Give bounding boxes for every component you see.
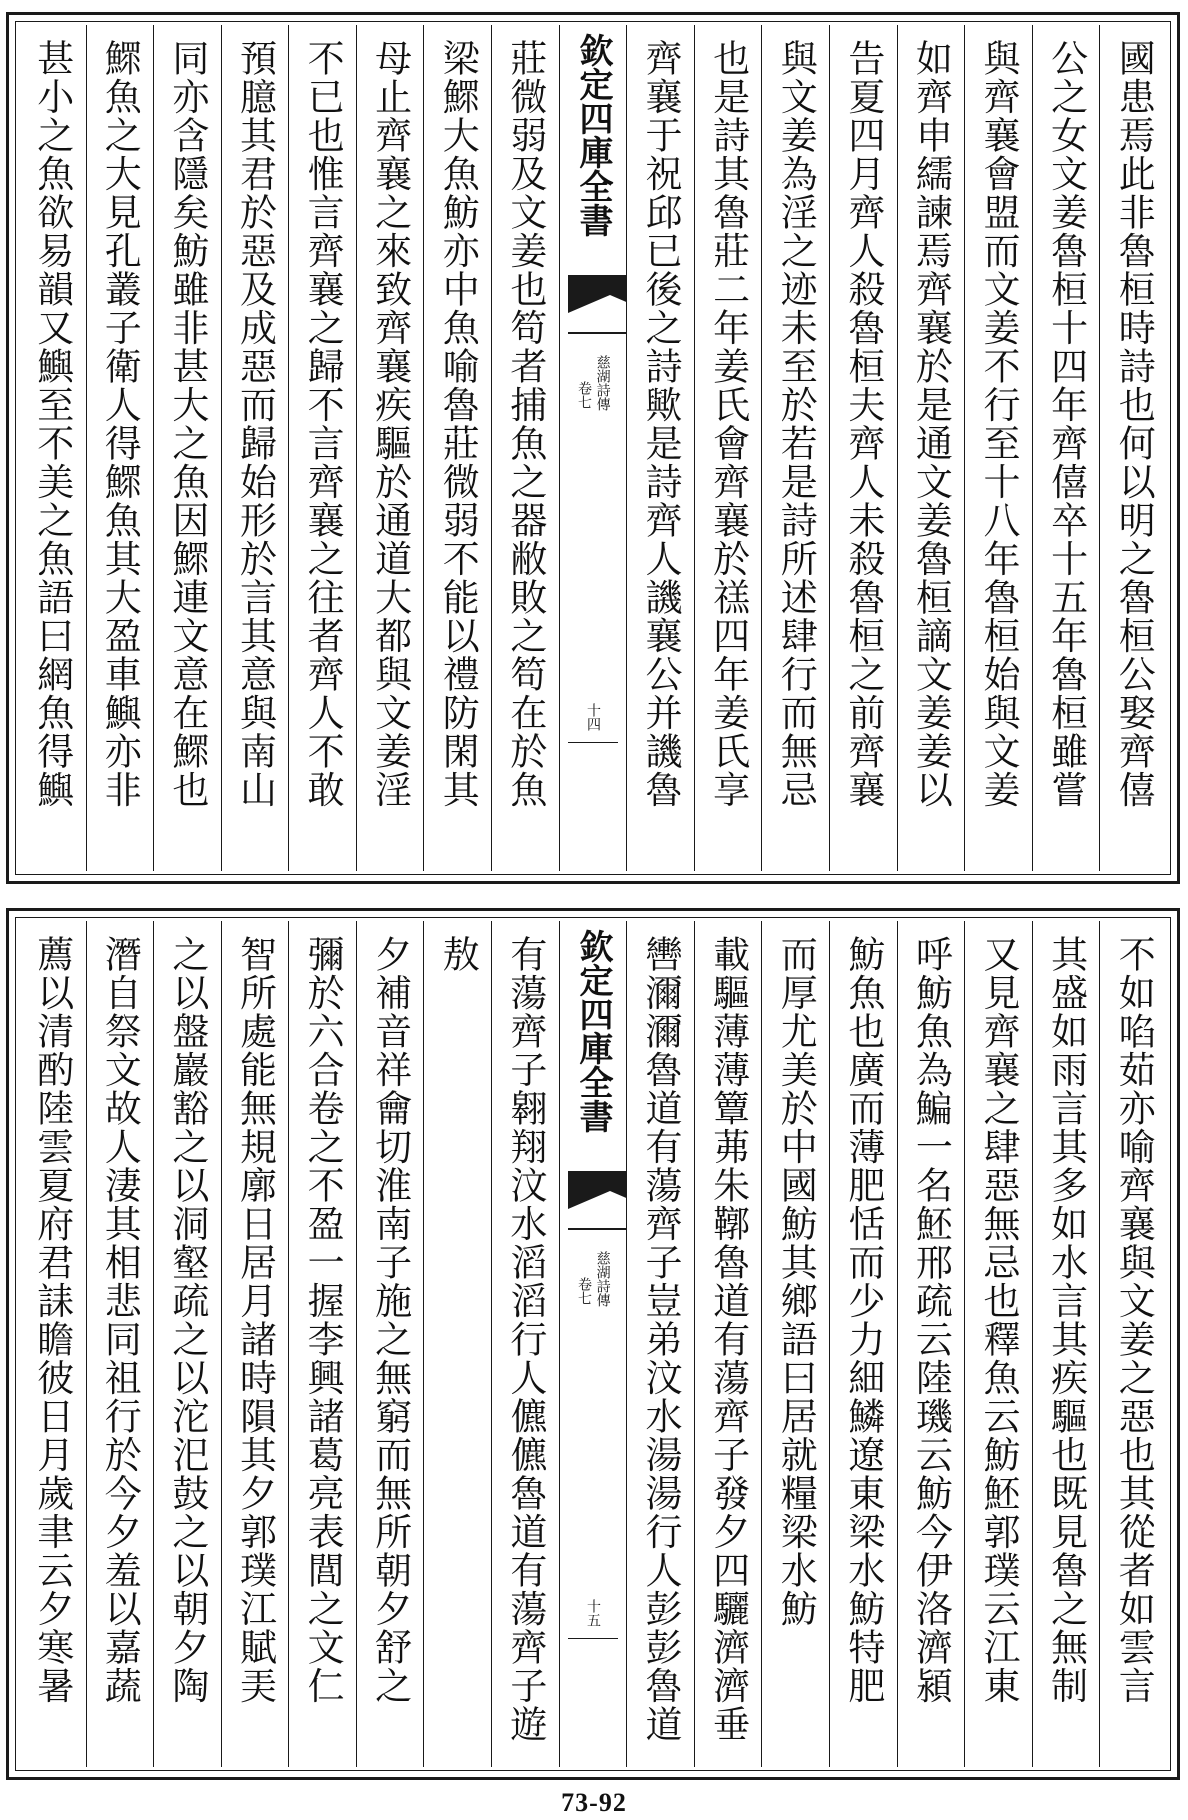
text-column bbox=[761, 921, 829, 1767]
column-text: 又見齊襄之肆惡無忌也釋魚云魴魾郭璞云江東 bbox=[977, 935, 1021, 1705]
column-text: 夕補音祥龠切淮南子施之無窮而無所朝夕舒之 bbox=[368, 935, 412, 1705]
column-text: 薦以清酌陸雲夏府君誄瞻彼日月歲聿云夕寒暑 bbox=[30, 935, 74, 1705]
text-column bbox=[829, 921, 897, 1767]
text-column bbox=[897, 921, 965, 1767]
text-column bbox=[423, 25, 491, 871]
column-text: 載驅薄薄簟茀朱鞹魯道有蕩齊子發夕四驪濟濟垂 bbox=[706, 935, 750, 1744]
column-text: 甚小之魚欲易韻又鱮至不美之魚語曰網魚得鱮 bbox=[30, 39, 74, 809]
text-column bbox=[694, 921, 762, 1767]
page-footer-number: 73-92 bbox=[561, 1788, 627, 1817]
volume-label: 卷七 bbox=[575, 1277, 592, 1305]
column-text: 與齊襄會盟而文姜不行至十八年魯桓始與文姜 bbox=[977, 39, 1021, 809]
column-text: 國患焉此非魯桓時詩也何以明之魯桓公娶齊僖 bbox=[1112, 39, 1156, 809]
text-column bbox=[829, 25, 897, 871]
column-text: 鰥魚之大見孔叢子衛人得鰥魚其大盈車鱮亦非 bbox=[98, 39, 142, 809]
text-column bbox=[964, 921, 1032, 1767]
text-column bbox=[288, 25, 356, 871]
column-text: 智所處能無規廓日居月諸時隕其夕郭璞江賦㺯 bbox=[233, 935, 277, 1705]
book-and-volume bbox=[576, 1251, 609, 1307]
text-column bbox=[1099, 921, 1167, 1767]
column-text: 告夏四月齊人殺魯桓夫齊人未殺魯桓之前齊襄 bbox=[841, 39, 885, 809]
text-column bbox=[356, 25, 424, 871]
column-text: 潛自祭文故人淒其相悲同祖行於今夕羞以嘉蔬 bbox=[98, 935, 142, 1705]
text-column bbox=[153, 25, 221, 871]
page-upper bbox=[6, 12, 1180, 884]
text-column bbox=[86, 25, 154, 871]
book-title: 慈湖詩傳 bbox=[594, 355, 611, 411]
text-column bbox=[964, 25, 1032, 871]
text-column bbox=[19, 921, 86, 1767]
column-text: 公之女文姜魯桓十四年齊僖卒十五年魯桓雖嘗 bbox=[1044, 39, 1088, 809]
rule-line bbox=[568, 1638, 619, 1639]
column-text: 如齊申繻諫焉齊襄於是通文姜魯桓謫文姜姜以 bbox=[909, 39, 953, 809]
series-title: 欽定四庫全書 bbox=[572, 929, 613, 1133]
text-column bbox=[1032, 25, 1100, 871]
text-column bbox=[221, 25, 289, 871]
text-column bbox=[356, 921, 424, 1767]
column-text: 同亦含隱矣魴雖非甚大之魚因鰥連文意在鰥也 bbox=[165, 39, 209, 809]
text-column bbox=[897, 25, 965, 871]
column-text: 也是詩其魯莊二年姜氏會齊襄於禚四年姜氏享 bbox=[706, 39, 750, 809]
text-column bbox=[288, 921, 356, 1767]
column-text: 而厚尤美於中國魴其鄉語曰居就糧梁水魴 bbox=[774, 935, 818, 1628]
column-text: 轡濔濔魯道有蕩齊子豈弟汶水湯湯行人彭彭魯道 bbox=[639, 935, 683, 1744]
text-column bbox=[153, 921, 221, 1767]
text-column bbox=[423, 921, 491, 1767]
column-text: 敖 bbox=[436, 935, 480, 974]
text-column bbox=[694, 25, 762, 871]
volume-label: 卷七 bbox=[575, 381, 592, 409]
text-column bbox=[761, 25, 829, 871]
text-column bbox=[491, 921, 559, 1767]
column-grid bbox=[19, 921, 1167, 1767]
leaf-number: 十四 bbox=[584, 703, 601, 731]
column-text: 不已也惟言齊襄之歸不言齊襄之往者齊人不敢 bbox=[301, 39, 345, 809]
column-text: 其盛如雨言其多如水言其疾驅也既見魯之無制 bbox=[1044, 935, 1088, 1705]
text-column bbox=[1032, 921, 1100, 1767]
center-fold-column bbox=[559, 921, 627, 1767]
book-title: 慈湖詩傳 bbox=[594, 1251, 611, 1307]
text-column bbox=[626, 921, 694, 1767]
column-text: 齊襄于祝邱已後之詩歟是詩齊人譏襄公并譏魯 bbox=[639, 39, 683, 809]
text-column bbox=[19, 25, 86, 871]
column-text: 呼魴魚為鯿一名魾邢疏云陸璣云魴今伊洛濟潁 bbox=[909, 935, 953, 1705]
text-column bbox=[491, 25, 559, 871]
fishtail-mark-icon bbox=[560, 273, 627, 343]
text-column bbox=[626, 25, 694, 871]
column-text: 之以盤巖豁之以洞壑疏之以沱汜鼓之以朝夕陶 bbox=[165, 935, 209, 1705]
column-text: 有蕩齊子翱翔汶水滔滔行人儦儦魯道有蕩齊子遊 bbox=[503, 935, 547, 1744]
column-text: 梁鰥大魚魴亦中魚喻魯莊微弱不能以禮防閑其 bbox=[436, 39, 480, 809]
leaf-number: 十五 bbox=[584, 1599, 601, 1627]
center-fold-column bbox=[559, 25, 627, 871]
text-column bbox=[1099, 25, 1167, 871]
column-text: 彌於六合卷之不盈一握李興諸葛亮表閭之文仁 bbox=[301, 935, 345, 1705]
book-and-volume bbox=[576, 355, 609, 411]
column-text: 與文姜為淫之迹未至於若是詩所述肆行而無忌 bbox=[774, 39, 818, 809]
rule-line bbox=[568, 742, 619, 743]
column-text: 預臆其君於惡及成惡而歸始形於言其意與南山 bbox=[233, 39, 277, 809]
fishtail-mark-icon bbox=[560, 1169, 627, 1239]
series-title: 欽定四庫全書 bbox=[572, 33, 613, 237]
column-grid bbox=[19, 25, 1167, 871]
page-lower bbox=[6, 908, 1180, 1780]
column-text: 母止齊襄之來致齊襄疾驅於通道大都與文姜淫 bbox=[368, 39, 412, 809]
column-text: 不如啗茹亦喻齊襄與文姜之惡也其從者如雲言 bbox=[1112, 935, 1156, 1705]
text-column bbox=[221, 921, 289, 1767]
text-column bbox=[86, 921, 154, 1767]
column-text: 莊微弱及文姜也笱者捕魚之器敝敗之笱在於魚 bbox=[503, 39, 547, 809]
column-text: 魴魚也廣而薄肥恬而少力細鱗遼東梁水魴特肥 bbox=[841, 935, 885, 1705]
